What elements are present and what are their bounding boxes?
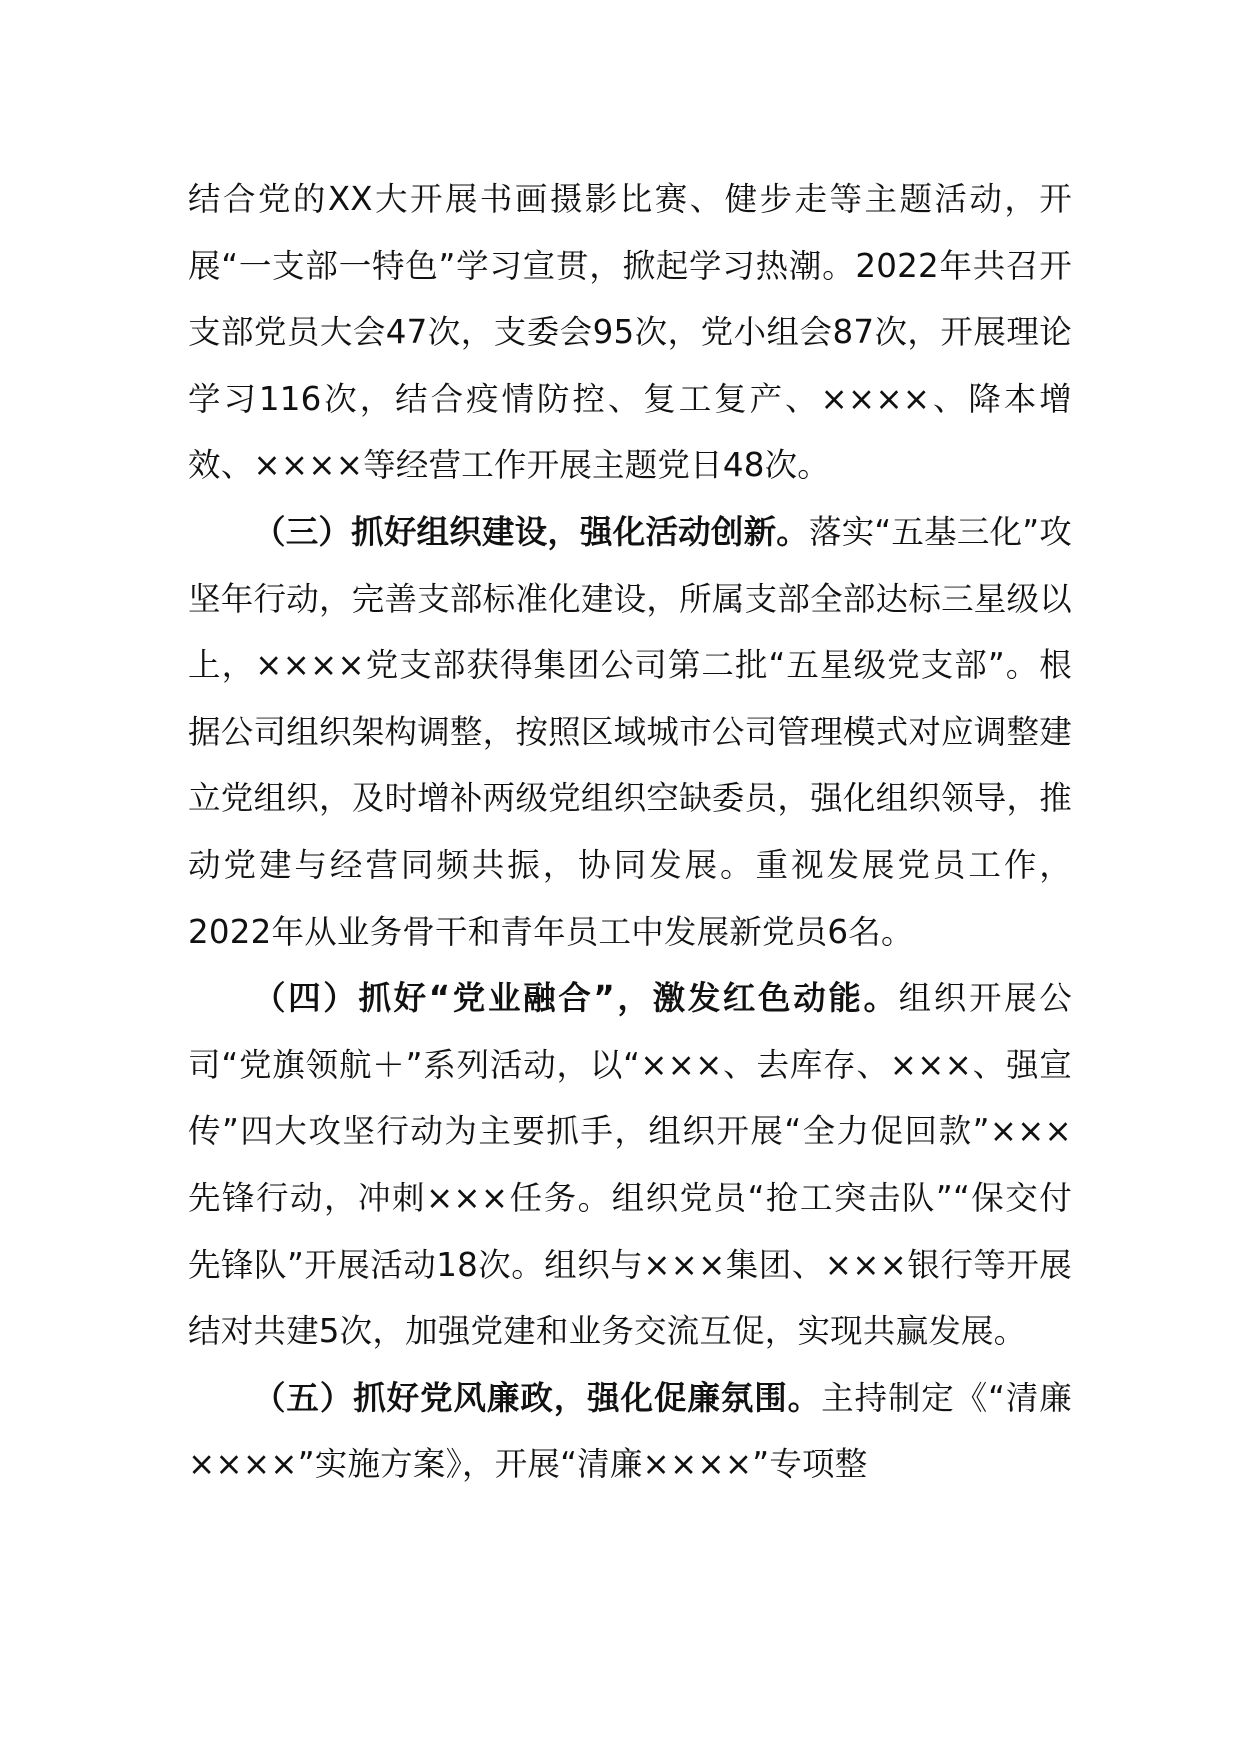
section-heading: （四）抓好“党业融合”，激发红色动能。 — [253, 979, 899, 1018]
paragraph-section-4 — [188, 965, 1072, 1365]
paragraph-continued — [188, 166, 1072, 499]
paragraph-section-3 — [188, 499, 1072, 965]
section-heading: （五）抓好党风廉政，强化促廉氛围。 — [253, 1378, 822, 1417]
paragraph-body: 落实“五基三化”攻坚年行动，完善支部标准化建设，所属支部全部达标三星级以上，××××党支部获得集团公司第二批“五星级党支部”。根据公司组织架构调整，按照区域城市公司管理模式对应调整建立党组织，及时增补两级党组织空缺委员，强化组织领导，推动党建与经营同频共振，协同发展。重视发展党员工作，2022年从业务骨干和青年员工中发展新党员6名。 — [188, 512, 1072, 951]
paragraph-body: 主持制定《“清廉××××”实施方案》，开展“清廉××××”专项整 — [188, 1378, 1073, 1484]
paragraph-section-5 — [188, 1365, 1072, 1498]
document-body — [188, 166, 1072, 1498]
section-heading: （三）抓好组织建设，强化活动创新。 — [253, 512, 809, 551]
paragraph-body: 结合党的XX大开展书画摄影比赛、健步走等主题活动，开展“一支部一特色”学习宣贯，掀起学习热潮。2022年共召开支部党员大会47次，支委会95次，党小组会87次，开展理论学习116次，结合疫情防控、复工复产、××××、降本增效、××××等经营工作开展主题党日48次。 — [188, 180, 1072, 485]
paragraph-body: 组织开展公司“党旗领航＋”系列活动，以“×××、去库存、×××、强宣传”四大攻坚行动为主要抓手，组织开展“全力促回款”×××先锋行动，冲刺×××任务。组织党员“抢工突击队”“保交付先锋队”开展活动18次。组织与×××集团、×××银行等开展结对共建5次，加强党建和业务交流互促，实现共赢发展。 — [188, 979, 1072, 1351]
